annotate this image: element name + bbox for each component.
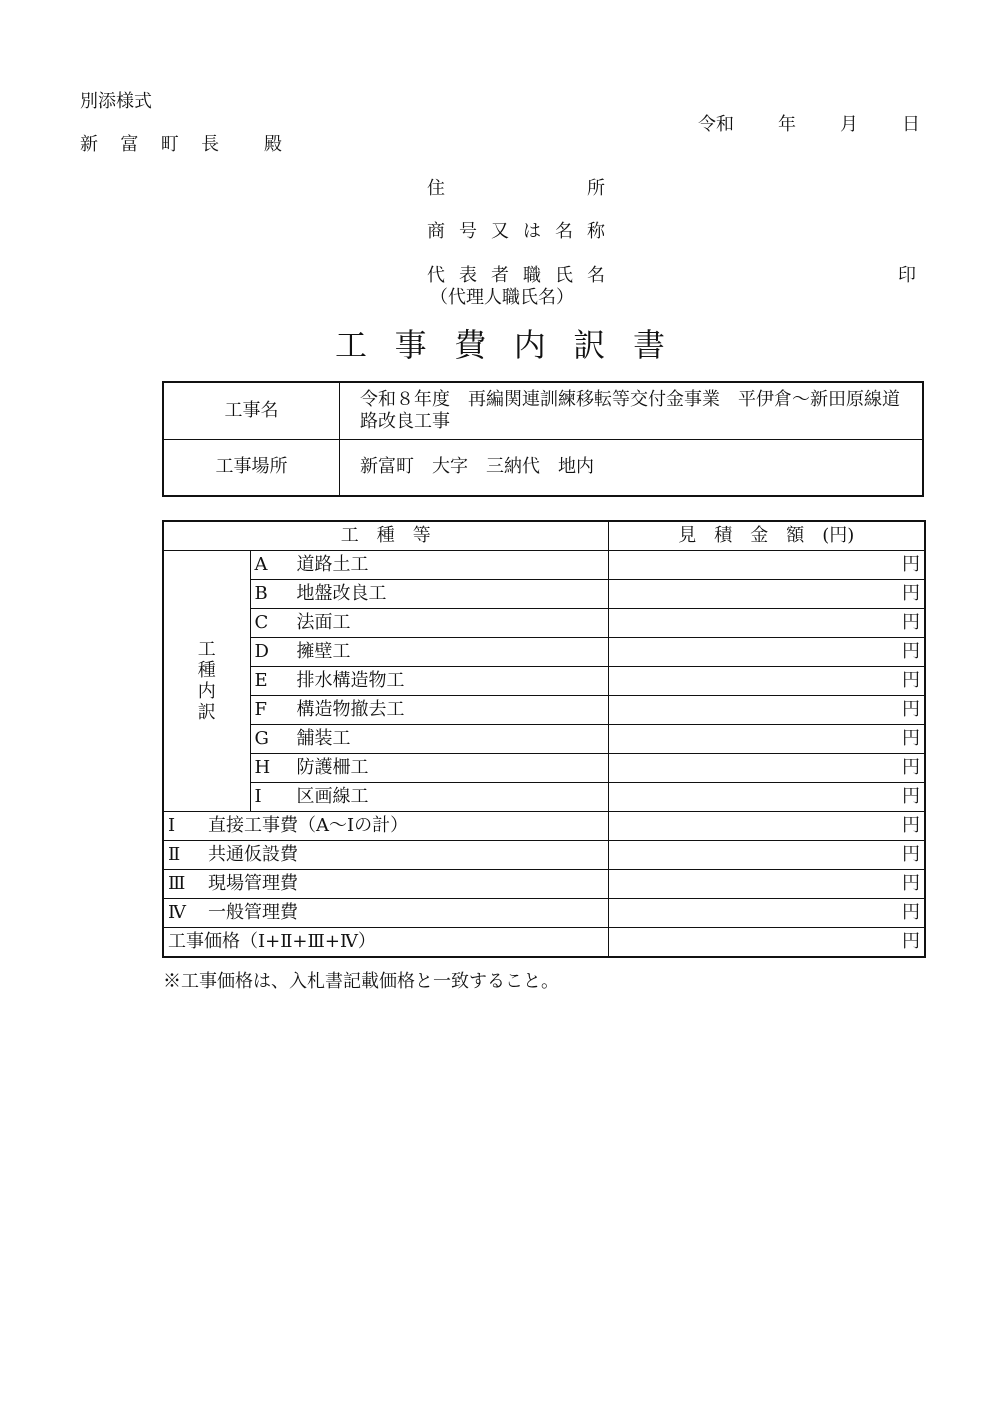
total-amount-cell: 円: [608, 928, 925, 958]
work-item: E 排水構造物工: [250, 667, 608, 696]
breakdown-row: [163, 696, 925, 725]
address-label: 住 所: [427, 178, 605, 199]
addressee-char: 新: [80, 134, 98, 155]
date-era: 令和: [698, 114, 734, 135]
total-row: [163, 928, 925, 958]
breakdown-row: [163, 609, 925, 638]
addressee: [80, 134, 282, 156]
amount-cell: 円: [608, 638, 925, 667]
summary-item: Ⅳ 一般管理費: [163, 899, 608, 928]
project-name-label: 工事名: [163, 382, 340, 439]
company-name-label: 商 号 又 は 名 称: [427, 221, 605, 242]
amount-cell: 円: [608, 696, 925, 725]
work-item: H 防護柵工: [250, 754, 608, 783]
breakdown-row: [163, 754, 925, 783]
amount-cell: 円: [608, 899, 925, 928]
seal-mark: 印: [898, 265, 916, 286]
work-type-header: 工 種 等: [163, 521, 608, 551]
work-item: C 法面工: [250, 609, 608, 638]
amount-cell: 円: [608, 783, 925, 812]
breakdown-row: [163, 580, 925, 609]
breakdown-row: [163, 725, 925, 754]
project-place-row: [163, 439, 923, 496]
table-header-row: [163, 521, 925, 551]
breakdown-group-label: 工種内訳: [163, 551, 250, 812]
work-item: I 区画線工: [250, 783, 608, 812]
addressee-char: 町: [160, 134, 179, 155]
project-place-label: 工事場所: [163, 439, 340, 496]
form-label: 別添様式: [80, 91, 152, 112]
addressee-char: 富: [120, 134, 139, 155]
amount-cell: 円: [608, 551, 925, 580]
amount-cell: 円: [608, 812, 925, 841]
work-item: G 舗装工: [250, 725, 608, 754]
breakdown-row: [163, 551, 925, 580]
representative-label: 代 表 者 職 氏 名: [427, 265, 605, 286]
amount-cell: 円: [608, 841, 925, 870]
date-year: 年: [778, 114, 796, 135]
footnote: ※工事価格は、入札書記載価格と一致すること。: [163, 971, 559, 992]
amount-header: 見 積 金 額 (円): [608, 521, 925, 551]
amount-cell: 円: [608, 667, 925, 696]
date-month: 月: [840, 114, 858, 135]
work-item: A 道路土工: [250, 551, 608, 580]
summary-row: [163, 812, 925, 841]
summary-item: Ⅱ 共通仮設費: [163, 841, 608, 870]
agent-label: （代理人職氏名）: [430, 287, 574, 308]
summary-item: Ⅲ 現場管理費: [163, 870, 608, 899]
summary-row: [163, 841, 925, 870]
amount-cell: 円: [608, 754, 925, 783]
project-name-row: [163, 382, 923, 439]
work-item: F 構造物撤去工: [250, 696, 608, 725]
amount-cell: 円: [608, 870, 925, 899]
amount-cell: 円: [608, 725, 925, 754]
amount-cell: 円: [608, 609, 925, 638]
project-place-value: 新富町 大字 三納代 地内: [340, 439, 924, 496]
date-line: [698, 114, 920, 136]
work-item: D 擁壁工: [250, 638, 608, 667]
summary-item: Ⅰ 直接工事費（A～Iの計）: [163, 812, 608, 841]
summary-row: [163, 899, 925, 928]
breakdown-row: [163, 638, 925, 667]
total-label: 工事価格（Ⅰ+Ⅱ+Ⅲ+Ⅳ）: [163, 928, 608, 958]
document-title: 工 事 費 内 訳 書: [335, 326, 665, 364]
cost-breakdown-table: [162, 520, 926, 958]
addressee-char: 長: [201, 134, 220, 155]
breakdown-row: [163, 667, 925, 696]
summary-row: [163, 870, 925, 899]
date-day: 日: [902, 114, 920, 135]
project-info-table: [162, 381, 924, 497]
work-item: B 地盤改良工: [250, 580, 608, 609]
amount-cell: 円: [608, 580, 925, 609]
breakdown-row: [163, 783, 925, 812]
project-name-value: 令和８年度 再編関連訓練移転等交付金事業 平伊倉～新田原線道路改良工事: [340, 382, 924, 439]
addressee-honorific: 殿: [263, 134, 282, 155]
